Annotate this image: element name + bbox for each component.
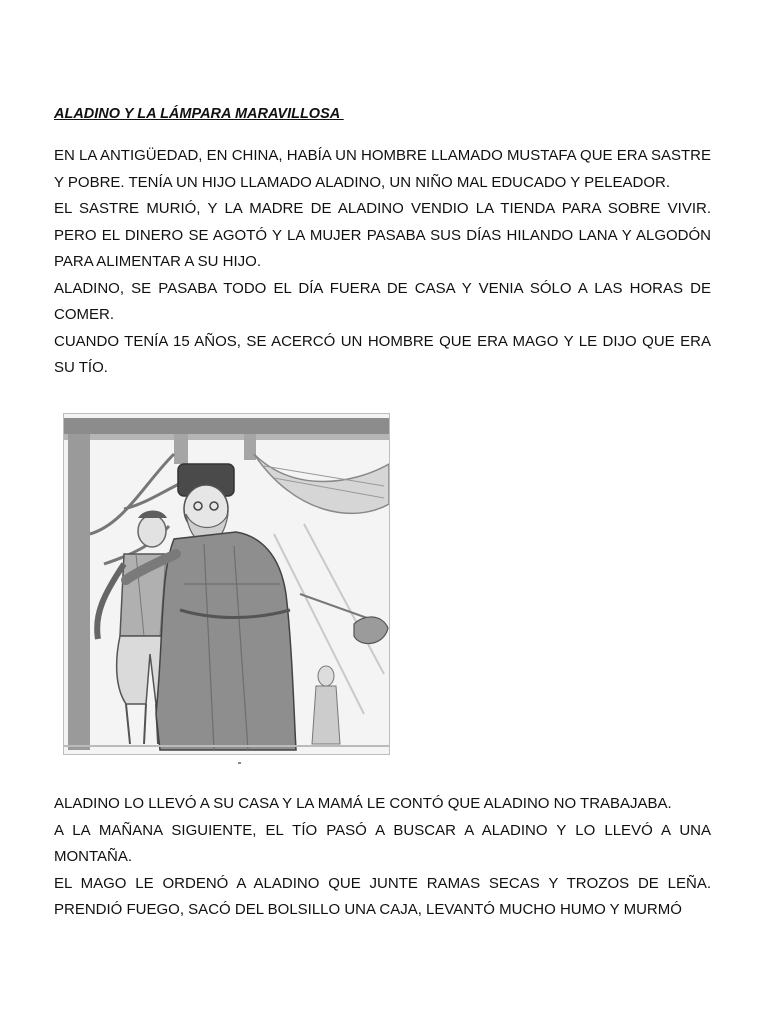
paragraph: ALADINO, SE PASABA TODO EL DÍA FUERA DE CASA Y VENIA SÓLO A LAS HORAS DE COMER. (54, 279, 711, 323)
stray-mark (238, 762, 241, 764)
aladdin-sketch-illustration (63, 413, 390, 755)
text-block-bottom (54, 791, 711, 924)
paragraph: A LA MAÑANA SIGUIENTE, EL TÍO PASÓ A BUSCAR A ALADINO Y LO LLEVÓ A UNA MONTAÑA. (54, 821, 711, 865)
document-title: ALADINO Y LA LÁMPARA MARAVILLOSA (54, 106, 344, 122)
paragraph: EL MAGO LE ORDENÓ A ALADINO QUE JUNTE RAMAS SECAS Y TROZOS DE LEÑA. PRENDIÓ FUEGO, SACÓ DEL BOLSILLO UNA CAJA, LEVANTÓ MUCHO HUMO Y MURMÓ (54, 874, 711, 918)
paragraph: CUANDO TENÍA 15 AÑOS, SE ACERCÓ UN HOMBRE QUE ERA MAGO Y LE DIJO QUE ERA SU TÍO. (54, 332, 711, 376)
paragraph: ALADINO LO LLEVÓ A SU CASA Y LA MAMÁ LE CONTÓ QUE ALADINO NO TRABAJABA. (54, 795, 672, 812)
sketch-drawing (64, 414, 389, 754)
paragraph: EN LA ANTIGÜEDAD, EN CHINA, HABÍA UN HOMBRE LLAMADO MUSTAFA QUE ERA SASTRE Y POBRE. TENÍA UN HIJO LLAMADO ALADINO, UN NIÑO MAL EDUCADO Y PELEADOR. (54, 147, 711, 191)
text-block-top (54, 143, 711, 382)
paragraph: EL SASTRE MURIÓ, Y LA MADRE DE ALADINO VENDIO LA TIENDA PARA SOBRE VIVIR. PERO EL DINERO SE AGOTÓ Y LA MUJER PASABA SUS DÍAS HILANDO LANA Y ALGODÓN PARA ALIMENTAR A SU HIJO. (54, 200, 711, 270)
